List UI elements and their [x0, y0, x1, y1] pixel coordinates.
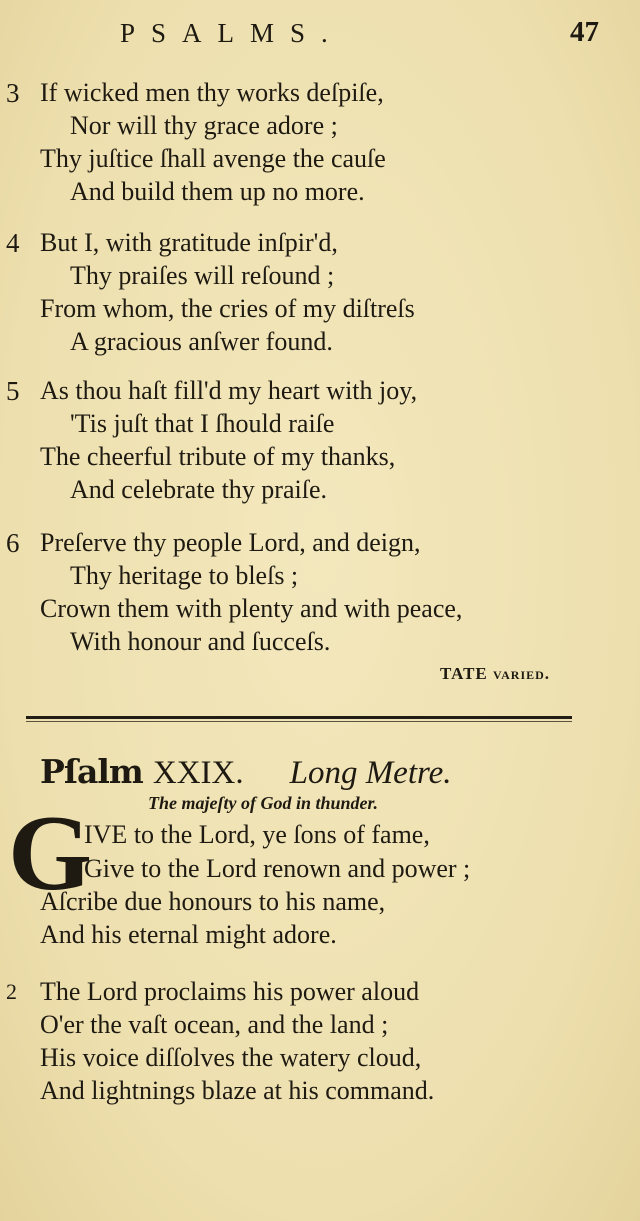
psalm-title [40, 752, 452, 792]
verse-line: A gracious anſwer found. [70, 327, 333, 356]
verse-number: 3 [6, 78, 20, 108]
verse-line-first: IVE to the Lord, ye ſons of fame, [84, 820, 430, 849]
verse-line: Preſerve thy people Lord, and deign, [40, 528, 421, 557]
verse-line: And lightnings blaze at his command. [40, 1076, 435, 1105]
verse-line: With honour and ſucceſs. [70, 627, 331, 656]
verse-line: Give to the Lord renown and power ; [84, 854, 471, 883]
verse-line: As thou haſt fill'd my heart with joy, [40, 376, 418, 405]
psalm-number: XXIX. [152, 755, 244, 791]
verse-line: Thy juſtice ſhall avenge the cauſe [40, 144, 386, 173]
verse-line: The Lord proclaims his power aloud [40, 977, 420, 1006]
verse-line: O'er the vaſt ocean, and the land ; [40, 1010, 389, 1039]
verse-line: The cheerful tribute of my thanks, [40, 442, 396, 471]
verse-line: From whom, the cries of my diſtreſs [40, 294, 415, 323]
verse-line: And his eternal might adore. [40, 920, 337, 949]
drop-cap: G [8, 794, 93, 913]
running-head: PSALMS. [120, 18, 344, 48]
verse-line: But I, with gratitude inſpir'd, [40, 228, 338, 257]
psalm-subtitle: The majeſty of God in thunder. [148, 793, 379, 813]
verse-number: 2 [6, 979, 17, 1004]
page-header [0, 14, 640, 54]
verse-line: Crown them with plenty and with peace, [40, 594, 463, 623]
verse-line: And celebrate thy praiſe. [70, 475, 327, 504]
verse-line: 'Tis juſt that I ſhould raiſe [70, 409, 335, 438]
verse-line: If wicked men thy works deſpiſe, [40, 78, 384, 107]
verse-line: His voice diſſolves the watery cloud, [40, 1043, 422, 1072]
verse-line: Thy praiſes will reſound ; [70, 261, 335, 290]
attribution: TATE varied. [440, 664, 551, 683]
verse-number: 6 [6, 528, 20, 558]
verse-number: 5 [6, 376, 20, 406]
verse-line: Thy heritage to bleſs ; [70, 561, 299, 590]
section-divider-thin [26, 721, 572, 722]
verse-line: And build them up no more. [70, 177, 365, 206]
psalm-metre: Long Metre. [289, 755, 452, 791]
verse-number: 4 [6, 228, 20, 258]
page-number: 47 [570, 16, 599, 48]
section-divider [26, 716, 572, 719]
verse-line: Aſcribe due honours to his name, [40, 887, 386, 916]
verse-line: Nor will thy grace adore ; [70, 111, 338, 140]
psalm-title-word: Pſalm [40, 752, 143, 791]
